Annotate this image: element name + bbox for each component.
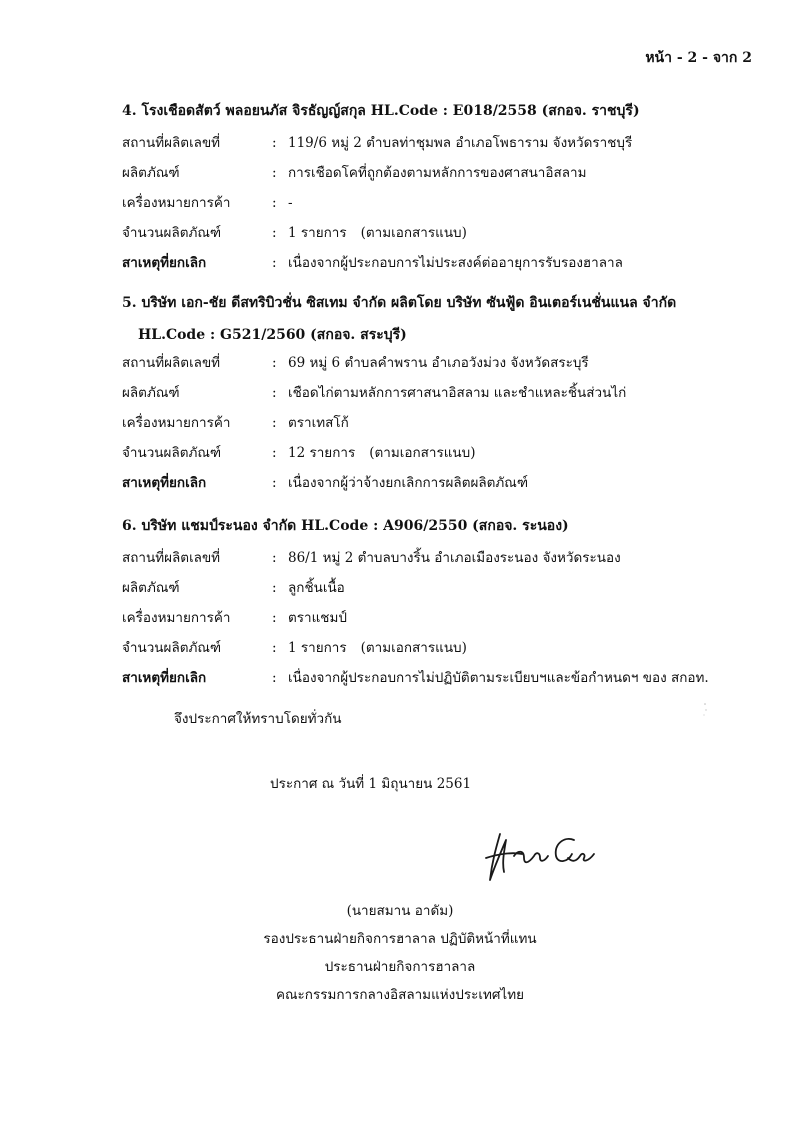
entry-row-trademark: เครื่องหมายการค้า : - xyxy=(122,188,762,218)
closing-statement: จึงประกาศให้ทราบโดยทั่วกัน xyxy=(174,711,342,727)
row-value: 119/6 หมู่ 2 ตำบลท่าชุมพล อำเภอโพธาราม จังหวัดราชบุรี xyxy=(288,135,633,151)
entry-row-address: สถานที่ผลิตเลขที่ : 86/1 หมู่ 2 ตำบลบางริ้น อำเภอเมืองระนอง จังหวัดระนอง xyxy=(122,543,762,573)
page-number: หน้า - 2 - จาก 2 xyxy=(645,50,752,66)
row-note: (ตามเอกสารแนบ) xyxy=(360,225,467,241)
row-note: (ตามเอกสารแนบ) xyxy=(369,445,476,461)
signer-name: (นายสมาน อาดัม) xyxy=(346,903,454,919)
entry-row-product: ผลิตภัณฑ์ : การเชือดโคที่ถูกต้องตามหลักการของศาสนาอิสลาม xyxy=(122,158,762,188)
row-value: เนื่องจากผู้ประกอบการไม่ปฏิบัติตามระเบียบฯและข้อกำหนดฯ ของ สกอท. xyxy=(288,670,709,686)
entry-row-trademark: เครื่องหมายการค้า : ตราแชมป์ xyxy=(122,603,762,633)
signer-organization: คณะกรรมการกลางอิสลามแห่งประเทศไทย xyxy=(275,987,525,1003)
row-value: ตราเทสโก้ xyxy=(288,415,349,431)
entry-row-reason: สาเหตุที่ยกเลิก : เนื่องจากผู้ประกอบการไม่ปฏิบัติตามระเบียบฯและข้อกำหนดฯ ของ สกอท. xyxy=(122,663,762,693)
entry-row-count: จำนวนผลิตภัณฑ์ : 1 รายการ (ตามเอกสารแนบ) xyxy=(122,633,762,663)
entry-row-reason: สาเหตุที่ยกเลิก : เนื่องจากผู้ว่าจ้างยกเลิกการผลิตผลิตภัณฑ์ xyxy=(122,468,762,498)
scan-speckles xyxy=(700,700,710,720)
row-value: เนื่องจากผู้ว่าจ้างยกเลิกการผลิตผลิตภัณฑ์ xyxy=(288,475,529,491)
row-value: 1 รายการ xyxy=(288,640,347,656)
entry-row-count: จำนวนผลิตภัณฑ์ : 12 รายการ (ตามเอกสารแนบ) xyxy=(122,438,762,468)
row-label: เครื่องหมายการค้า xyxy=(122,415,231,431)
row-value: เชือดไก่ตามหลักการศาสนาอิสลาม และชำแหละชิ้นส่วนไก่ xyxy=(288,385,627,401)
row-label: สาเหตุที่ยกเลิก xyxy=(122,255,207,271)
row-value: 86/1 หมู่ 2 ตำบลบางริ้น อำเภอเมืองระนอง จังหวัดระนอง xyxy=(288,550,621,566)
entry-row-address: สถานที่ผลิตเลขที่ : 119/6 หมู่ 2 ตำบลท่าชุมพล อำเภอโพธาราม จังหวัดราชบุรี xyxy=(122,128,762,158)
entry-row-address: สถานที่ผลิตเลขที่ : 69 หมู่ 6 ตำบลคำพราน อำเภอวังม่วง จังหวัดสระบุรี xyxy=(122,348,762,378)
entry-title: 4. โรงเชือดสัตว์ พลอยนภัส จิรธัญญ์สกุล HL.Code : E018/2558 (สกอจ. ราชบุรี) xyxy=(122,103,640,119)
row-label: จำนวนผลิตภัณฑ์ xyxy=(122,640,222,656)
row-label: เครื่องหมายการค้า xyxy=(122,610,231,626)
entry-4 xyxy=(122,98,762,278)
row-label: เครื่องหมายการค้า xyxy=(122,195,231,211)
row-label: จำนวนผลิตภัณฑ์ xyxy=(122,225,222,241)
row-value: การเชือดโคที่ถูกต้องตามหลักการของศาสนาอิสลาม xyxy=(288,165,587,181)
row-label: สถานที่ผลิตเลขที่ xyxy=(122,135,221,151)
entry-row-product: ผลิตภัณฑ์ : เชือดไก่ตามหลักการศาสนาอิสลาม และชำแหละชิ้นส่วนไก่ xyxy=(122,378,762,408)
row-label: สาเหตุที่ยกเลิก xyxy=(122,670,207,686)
row-value: ลูกชิ้นเนื้อ xyxy=(288,580,345,596)
row-label: สถานที่ผลิตเลขที่ xyxy=(122,550,221,566)
entry-title: 5. บริษัท เอก-ชัย ดีสทริบิวชั่น ซิสเทม จำกัด ผลิตโดย บริษัท ซันฟู้ด อินเตอร์เนชั่นแนล จำกัด xyxy=(122,295,677,311)
row-value: 1 รายการ xyxy=(288,225,347,241)
entry-row-reason: สาเหตุที่ยกเลิก : เนื่องจากผู้ประกอบการไม่ประสงค์ต่ออายุการรับรองฮาลาล xyxy=(122,248,762,278)
row-value: - xyxy=(288,195,293,211)
row-label: ผลิตภัณฑ์ xyxy=(122,385,180,401)
row-value: 69 หมู่ 6 ตำบลคำพราน อำเภอวังม่วง จังหวัดสระบุรี xyxy=(288,355,589,371)
row-value: ตราแชมป์ xyxy=(288,610,347,626)
row-label: ผลิตภัณฑ์ xyxy=(122,165,180,181)
announce-date: ประกาศ ณ วันที่ 1 มิถุนายน 2561 xyxy=(270,776,472,792)
entry-row-product: ผลิตภัณฑ์ : ลูกชิ้นเนื้อ xyxy=(122,573,762,603)
row-label: ผลิตภัณฑ์ xyxy=(122,580,180,596)
entry-row-trademark: เครื่องหมายการค้า : ตราเทสโก้ xyxy=(122,408,762,438)
entry-title: 6. บริษัท แชมป์ระนอง จำกัด HL.Code : A906/2550 (สกอจ. ระนอง) xyxy=(122,518,569,534)
signer-position-acting: รองประธานฝ่ายกิจการฮาลาล ปฏิบัติหน้าที่แทน xyxy=(263,931,537,947)
handwritten-signature xyxy=(478,828,598,894)
row-value: เนื่องจากผู้ประกอบการไม่ประสงค์ต่ออายุการรับรองฮาลาล xyxy=(288,255,623,271)
entry-row-count: จำนวนผลิตภัณฑ์ : 1 รายการ (ตามเอกสารแนบ) xyxy=(122,218,762,248)
row-label: สถานที่ผลิตเลขที่ xyxy=(122,355,221,371)
row-value: 12 รายการ xyxy=(288,445,356,461)
entry-subtitle: HL.Code : G521/2560 (สกอจ. สระบุรี) xyxy=(138,327,407,343)
row-label: สาเหตุที่ยกเลิก xyxy=(122,475,207,491)
signer-position: ประธานฝ่ายกิจการฮาลาล xyxy=(324,959,476,975)
entry-6 xyxy=(122,513,762,693)
row-note: (ตามเอกสารแนบ) xyxy=(360,640,467,656)
row-label: จำนวนผลิตภัณฑ์ xyxy=(122,445,222,461)
entry-5 xyxy=(122,290,762,498)
